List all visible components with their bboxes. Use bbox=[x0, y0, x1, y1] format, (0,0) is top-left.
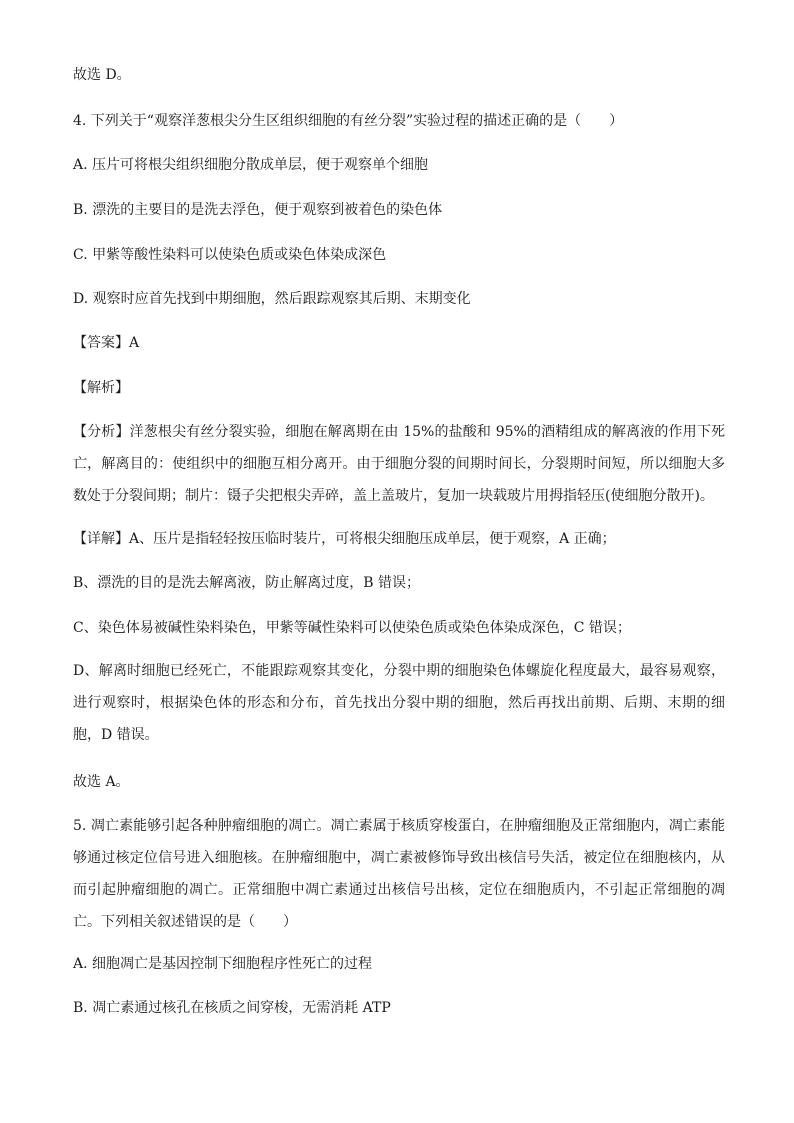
analysis-paragraph-label: 【分析】 bbox=[73, 424, 130, 440]
answer-value: A bbox=[129, 335, 140, 351]
question-4-stem: 4. 下列关于“观察洋葱根尖分生区组织细胞的有丝分裂”实验过程的描述正确的是（ ） bbox=[73, 113, 624, 129]
analysis-paragraph bbox=[73, 416, 725, 512]
answer-line bbox=[73, 334, 139, 352]
detail-label: 【详解】 bbox=[73, 531, 129, 547]
question-5-option-b: B. 凋亡素通过核孔在核质之间穿梭，无需消耗 ATP bbox=[73, 1000, 391, 1016]
question-5-stem: 5. 凋亡素能够引起各种肿瘤细胞的凋亡。凋亡素属于核质穿梭蛋白，在肿瘤细胞及正常细胞内，凋亡素能够通过核定位信号进入细胞核。在肿瘤细胞中，凋亡素被修饰导致出核信号失活，被定位在细胞核内，从而引起肿瘤细胞的凋亡。正常细胞中凋亡素通过出核信号出核，定位在细胞质内，不引起正常细胞的凋亡。下列相关叙述错误的是（ ） bbox=[73, 818, 725, 930]
detail-b: B、漂洗的目的是洗去解离液，防止解离过度，B 错误； bbox=[73, 575, 421, 591]
question-4-option-a: A. 压片可将根尖组织细胞分散成单层，便于观察单个细胞 bbox=[73, 157, 429, 173]
question-5-option-a: A. 细胞凋亡是基因控制下细胞程序性死亡的过程 bbox=[73, 956, 373, 972]
question-4-option-c: C. 甲紫等酸性染料可以使染色质或染色体染成深色 bbox=[73, 247, 387, 263]
detail-d: D、解离时细胞已经死亡，不能跟踪观察其变化，分裂中期的细胞染色体螺旋化程度最大，最容易观察，进行观察时，根据染色体的形态和分布，首先找出分裂中期的细胞，然后再找出前期、后期、末期的细胞，D 错误。 bbox=[73, 663, 725, 743]
detail-a-line bbox=[73, 530, 616, 548]
question-4-conclusion: 故选 A。 bbox=[73, 774, 130, 790]
previous-conclusion: 故选 D。 bbox=[73, 67, 131, 83]
question-4-option-d: D. 观察时应首先找到中期细胞，然后跟踪观察其后期、末期变化 bbox=[73, 291, 471, 307]
analysis-label: 【解析】 bbox=[73, 380, 129, 396]
detail-c: C、染色体易被碱性染料染色，甲紫等碱性染料可以使染色质或染色体染成深色，C 错误； bbox=[73, 620, 631, 636]
question-4-option-b: B. 漂洗的主要目的是洗去浮色，便于观察到被着色的染色体 bbox=[73, 202, 443, 218]
answer-label: 【答案】 bbox=[73, 335, 129, 351]
analysis-paragraph-text: 洋葱根尖有丝分裂实验，细胞在解离期在由 15%的盐酸和 95%的酒精组成的解离液的作用下死亡，解离目的：使组织中的细胞互相分离开。由于细胞分裂的间期时间长，分裂期时间短，所以细胞大多数处于分裂间期；制片：镊子尖把根尖弄碎，盖上盖玻片，复加一块载玻片用拇指轻压(使细胞分散开)。 bbox=[73, 424, 725, 504]
detail-a-text: A、压片是指轻轻按压临时装片，可将根尖细胞压成单层，便于观察，A 正确； bbox=[129, 531, 616, 547]
